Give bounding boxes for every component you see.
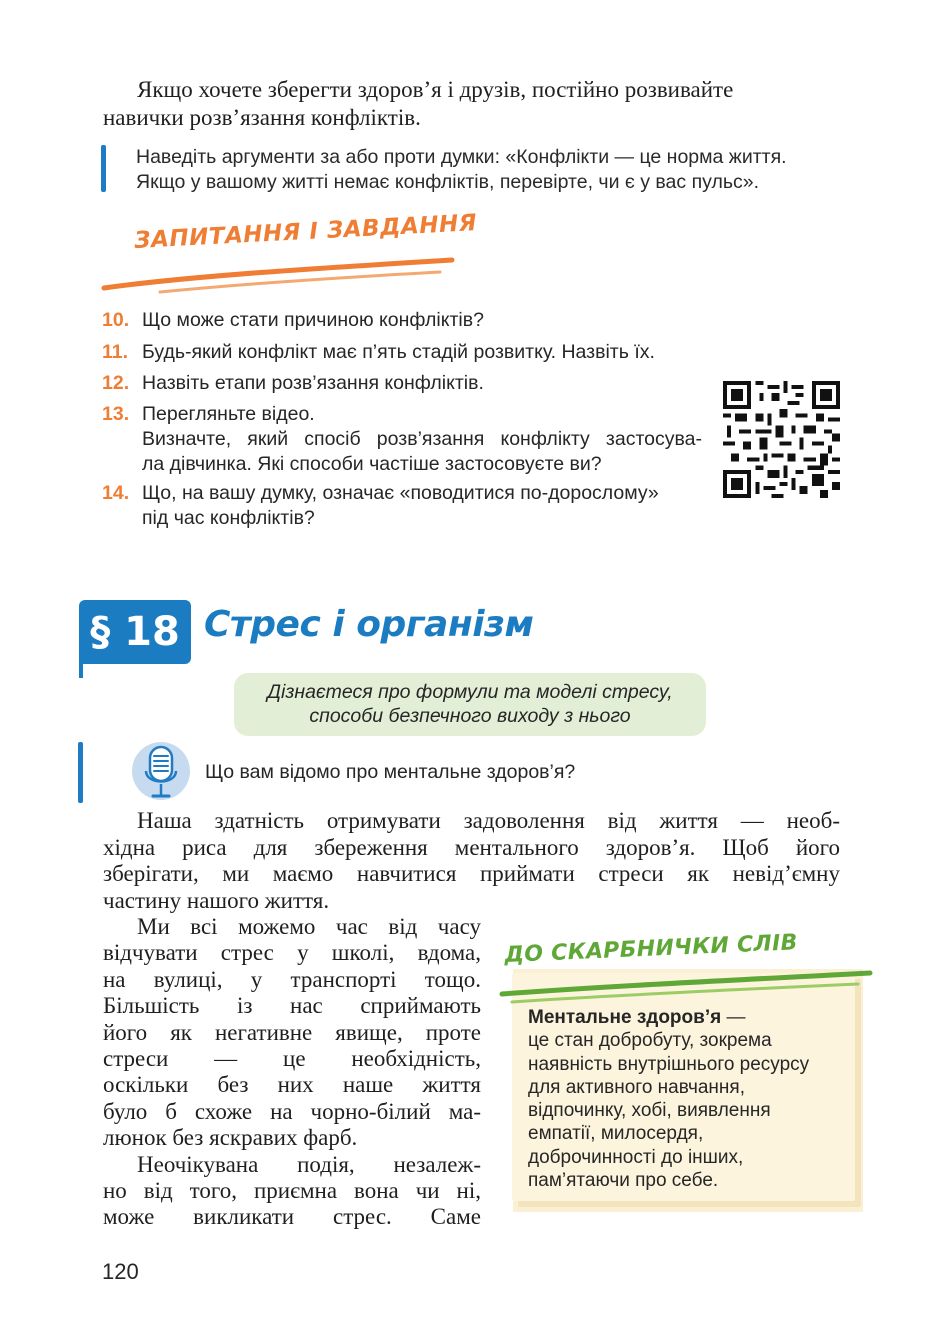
intro-line: навички розв’язання конфліктів.: [103, 105, 421, 130]
vocab-term-line: [528, 1006, 848, 1029]
intro-paragraph: [103, 76, 841, 132]
section-title: Стрес і організм: [204, 604, 534, 645]
vocab-line: доброчинності до інших,: [528, 1146, 744, 1168]
question-item: [102, 481, 702, 531]
body-paragraph-column: [103, 914, 481, 1231]
question-text: Перегляньте відео.: [142, 403, 315, 425]
body-line: хідна риса для збереження ментального здоров’я. Щоб його: [103, 834, 840, 860]
vocab-line: відпочинку, хобі, виявлення: [528, 1100, 771, 1122]
argument-prompt: [136, 145, 856, 194]
vocab-term: Ментальне здоров’я: [528, 1007, 722, 1028]
body-line: було б схоже на чорно-білий ма-: [103, 1098, 481, 1124]
vocab-definition: [528, 1006, 848, 1192]
vocab-heading-underline: [498, 960, 876, 1008]
question-number: 11.: [102, 341, 129, 363]
question-number: 14.: [102, 482, 130, 504]
body-line: Більшість із нас сприймають: [103, 993, 481, 1019]
body-line: Наша здатність отримувати задоволення від життя — необ-: [137, 808, 840, 833]
mic-accent-bar: [78, 742, 83, 803]
question-text: ла дівчинка. Які способи частіше застосовуєте ви?: [142, 453, 602, 475]
body-line: може викликати стрес. Саме: [103, 1204, 481, 1230]
question-text: Що, на вашу думку, означає «поводитися по-дорослому»: [142, 482, 659, 504]
argue-line: Наведіть аргументи за або проти думки: «Конфлікти — це норма життя.: [136, 146, 787, 168]
intro-line: Якщо хочете зберегти здоров’я і друзів, постійно розвивайте: [137, 77, 734, 102]
argue-accent-bar: [101, 145, 106, 192]
learning-goals-box: [234, 673, 706, 736]
vocab-line: це стан добробуту, зокрема: [528, 1030, 772, 1052]
body-line: стреси — це необхідність,: [103, 1046, 481, 1072]
warmup-question: Що вам відомо про ментальне здоров’я?: [205, 761, 576, 783]
heading-underline-swoosh: [100, 250, 460, 300]
question-number: 10.: [102, 309, 130, 331]
question-text: під час конфліктів?: [142, 507, 315, 529]
question-text: Будь-який конфлікт має п’ять стадій розвитку. Назвіть їх.: [142, 341, 655, 363]
body-line: його як негативне явище, проте: [103, 1019, 481, 1045]
body-line: но від того, приємна вона чи ні,: [103, 1178, 481, 1204]
body-line: оскільки без них наше життя: [103, 1072, 481, 1098]
question-item: [102, 340, 712, 365]
body-line: зберігати, ми маємо навчитися приймати стреси як невід’ємну: [103, 861, 840, 886]
vocab-dash: —: [721, 1007, 746, 1028]
section-badge: § 18: [79, 600, 191, 664]
body-line: частину нашого життя.: [103, 887, 330, 913]
question-item: [102, 308, 712, 333]
question-text: Що може стати причиною конфліктів?: [142, 309, 484, 331]
vocab-line: пам’ятаючи про себе.: [528, 1170, 719, 1192]
vocab-line: емпатії, милосердя,: [528, 1123, 704, 1145]
argue-line: Якщо у вашому житті немає конфліктів, перевірте, чи є у вас пульс».: [136, 170, 760, 193]
questions-heading: ЗАПИТАННЯ І ЗАВДАННЯ: [133, 210, 478, 254]
question-text: Визначте, який спосіб розв’язання конфлікту застосува-: [142, 428, 702, 450]
learning-goal-line: Дізнаєтеся про формули та моделі стресу,: [267, 681, 673, 703]
body-paragraph: [103, 808, 840, 914]
question-item: [102, 371, 712, 396]
microphone-icon: [131, 741, 191, 801]
vocab-heading: ДО СКАРБНИЧКИ СЛІВ: [503, 930, 799, 968]
body-line: на вулиці, у транспорті тощо.: [103, 966, 481, 992]
body-line: Неочікувана подія, незалеж-: [137, 1151, 481, 1177]
body-line: відчувати стрес у школі, вдома,: [103, 940, 481, 966]
vocab-line: для активного навчання,: [528, 1076, 745, 1098]
question-text: Назвіть етапи розв’язання конфліктів.: [142, 372, 484, 394]
question-number: 13.: [102, 403, 130, 425]
question-number: 12.: [102, 372, 130, 394]
body-line: Ми всі можемо час від часу: [137, 914, 481, 939]
question-item: [102, 402, 702, 477]
learning-goal-line: способи безпечного виходу з нього: [309, 705, 631, 727]
vocab-line: наявність внутрішнього ресурсу: [528, 1053, 810, 1075]
body-line: люнок без яскравих фарб.: [103, 1125, 358, 1151]
qr-code-icon[interactable]: [723, 381, 840, 498]
page-number: 120: [102, 1259, 139, 1284]
